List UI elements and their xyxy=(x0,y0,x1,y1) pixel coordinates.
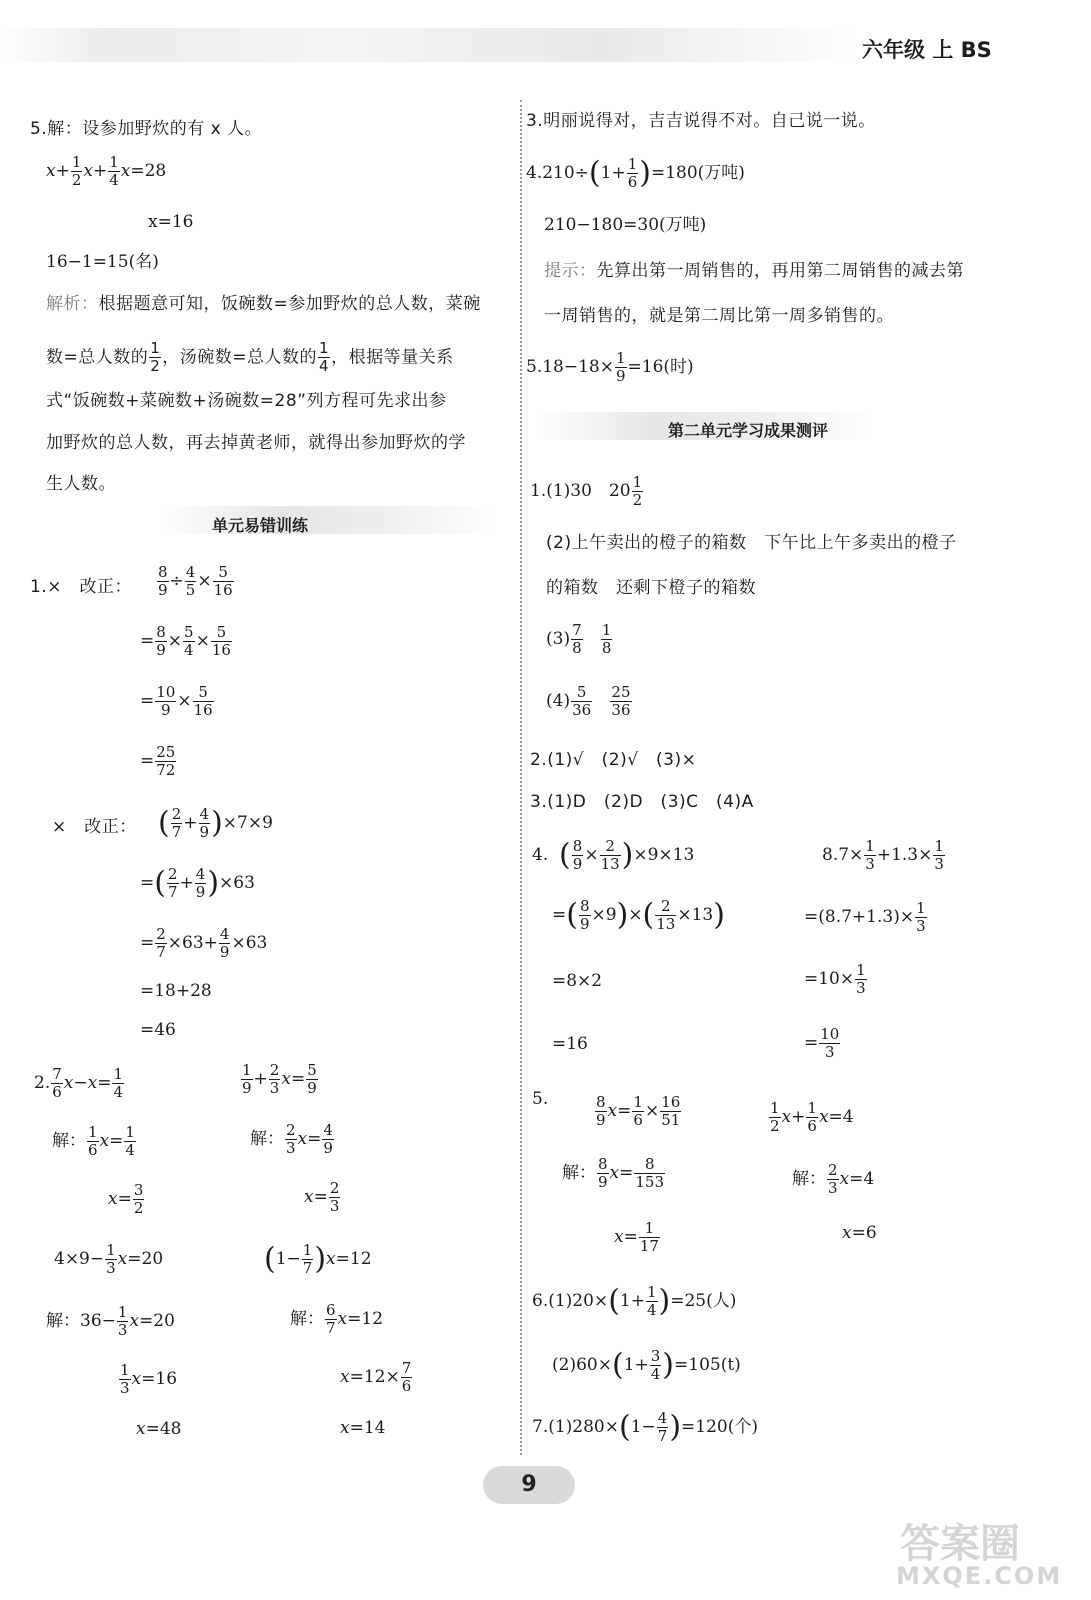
q2-c-ans: x=48 xyxy=(136,1419,182,1439)
q2-d-step: 解： $\frac{6}{7}$ x=12 xyxy=(290,1301,384,1337)
s5-b-ans: x=6 xyxy=(842,1223,877,1243)
r4-equation: 4.210÷(1+ $\frac{1}{6}$ )=180(万吨) xyxy=(526,155,745,191)
hint-label: 提示： xyxy=(544,261,597,281)
hint-line-1: 提示：先算出第一周销售的，再用第二周销售的减去第 xyxy=(544,261,964,281)
r5-equation: 5.18−18× $\frac{1}{9}$ =16(时) xyxy=(526,349,694,385)
s5-label: 5. xyxy=(532,1089,549,1109)
q2-b-eq: $\frac{1}{9}$ + $\frac{2}{3}$ x= $\frac{5}{9}$ xyxy=(242,1061,317,1097)
analysis-line-4: 加野炊的总人数，再去掉黄老师，就得出参加野炊的学 xyxy=(46,433,466,453)
q1b-step-3: = $\frac{2}{7}$ ×63+ $\frac{4}{9}$ ×63 xyxy=(140,925,268,961)
r3-answer: 3.明丽说得对，吉吉说得不对。自己说一说。 xyxy=(526,111,876,131)
s4-a-ans: =16 xyxy=(552,1034,588,1054)
q1-step-4: = $\frac{25}{72}$ xyxy=(140,743,176,779)
s6-1: 6.(1)20×(1+ $\frac{1}{4}$ )=25(人) xyxy=(532,1283,737,1319)
q1-step-1: $\frac{8}{9}$ ÷ $\frac{4}{5}$ × $\frac{5}{16}$ xyxy=(158,563,233,599)
analysis-line-1: 解析：根据题意可知，饭碗数=参加野炊的总人数，菜碗 xyxy=(46,294,481,314)
s1-4: (4) $\frac{5}{36}$ $\frac{25}{36}$ xyxy=(546,683,631,719)
s4-a-step-1: =( $\frac{8}{9}$ ×9)×( $\frac{2}{13}$ ×13) xyxy=(552,897,725,933)
analysis-label: 解析： xyxy=(46,294,99,314)
q2-d-eq: (1− $\frac{1}{7}$ )x=12 xyxy=(264,1241,372,1277)
hint-line-2: 一周销售的，就是第二周比第一周多销售的。 xyxy=(544,306,894,326)
q1b-step-2: =( $\frac{2}{7}$ + $\frac{4}{9}$ )×63 xyxy=(140,865,255,901)
s6-2: (2)60×(1+ $\frac{3}{4}$ )=105(t) xyxy=(552,1347,741,1383)
q1-step-3: = $\frac{10}{9}$ × $\frac{5}{16}$ xyxy=(140,683,213,719)
q2-d-step-2: x=12× $\frac{7}{6}$ xyxy=(340,1359,412,1395)
q5-x-value: x=16 xyxy=(148,212,194,232)
s1-3: (3) $\frac{7}{8}$ $\frac{1}{8}$ xyxy=(546,621,612,657)
s3-answers: 3.(1)D (2)D (3)C (4)A xyxy=(530,792,754,812)
q2-a-ans: x= $\frac{3}{2}$ xyxy=(108,1181,144,1217)
s5-b-eq: $\frac{1}{2}$ x+ $\frac{1}{6}$ x=4 xyxy=(770,1099,854,1135)
s4-b-step-2: =10× $\frac{1}{3}$ xyxy=(804,961,866,997)
s5-a-step: 解： $\frac{8}{9}$ x= $\frac{8}{153}$ xyxy=(562,1155,665,1191)
q1-step-2: = $\frac{8}{9}$ × $\frac{5}{4}$ × $\frac{5}{16}$ xyxy=(140,623,231,659)
q1b-mark: × 改正： xyxy=(52,817,137,837)
q2-d-ans: x=14 xyxy=(340,1418,386,1438)
q2-c-eq: 4×9− $\frac{1}{3}$ x=20 xyxy=(54,1241,164,1277)
s5-b-step: 解： $\frac{2}{3}$ x=4 xyxy=(792,1161,875,1197)
watermark-url: MXQE.COM xyxy=(896,1562,1063,1590)
q5-intro: 5.解：设参加野炊的有 x 人。 xyxy=(30,119,263,139)
header-title: 六年级 上 BS xyxy=(862,38,992,62)
r4-subtraction: 210−180=30(万吨) xyxy=(544,215,707,235)
q1b-step-4: =18+28 xyxy=(140,981,212,1001)
q2-a-eq: 2. $\frac{7}{6}$ x−x= $\frac{1}{4}$ xyxy=(34,1065,124,1101)
q1b-step-1: ( $\frac{2}{7}$ + $\frac{4}{9}$ )×7×9 xyxy=(158,805,273,841)
column-divider xyxy=(520,100,522,1455)
s4-b-step-1: =(8.7+1.3)× $\frac{1}{3}$ xyxy=(804,899,926,935)
q1b-step-5: =46 xyxy=(140,1020,176,1040)
header-band xyxy=(0,28,860,62)
q1-mark: 1.× 改正： xyxy=(30,577,132,597)
analysis-line-2: 数=总人数的 $\frac{1}{2}$ ，汤碗数=总人数的 $\frac{1}{4}$ ，根据等量关系 xyxy=(46,339,454,375)
s2-answers: 2.(1)√ (2)√ (3)× xyxy=(530,750,697,770)
left-section-band xyxy=(160,506,500,534)
s4-b-ans: = $\frac{10}{3}$ xyxy=(804,1025,840,1061)
analysis-line-3: 式“饭碗数+菜碗数+汤碗数=28”列方程可先求出参 xyxy=(46,391,447,411)
s4-a-step-2: =8×2 xyxy=(552,971,603,991)
s1-2-line-2: 的箱数 还剩下橙子的箱数 xyxy=(546,578,756,598)
watermark-logo: 答案圈 xyxy=(900,1521,1020,1567)
s4-b-eq: 8.7× $\frac{1}{3}$ +1.3× $\frac{1}{3}$ xyxy=(822,837,944,873)
q5-equation: x+ $\frac{1}{2}$ x+ $\frac{1}{4}$ x=28 xyxy=(46,153,167,189)
s7-1: 7.(1)280×(1− $\frac{4}{7}$ )=120(个) xyxy=(532,1409,759,1445)
q2-c-step-2: $\frac{1}{3}$ x=16 xyxy=(120,1361,178,1397)
q2-b-ans: x= $\frac{2}{3}$ xyxy=(304,1179,340,1215)
q2-a-step: 解： $\frac{1}{6}$ x= $\frac{1}{4}$ xyxy=(52,1123,135,1159)
right-section-title: 第二单元学习成果测评 xyxy=(668,421,829,440)
q2-c-step: 解：36− $\frac{1}{3}$ x=20 xyxy=(46,1303,175,1339)
s1-1: 1.(1)30 20 $\frac{1}{2}$ xyxy=(530,473,643,509)
s5-a-ans: x= $\frac{1}{17}$ xyxy=(614,1219,659,1255)
left-section-title: 单元易错训练 xyxy=(212,516,309,535)
s4-a-eq: 4. ( $\frac{8}{9}$ × $\frac{2}{13}$ )×9×13 xyxy=(532,837,695,873)
s5-a-eq: $\frac{8}{9}$ x= $\frac{1}{6}$ × $\frac{16}{51}$ xyxy=(596,1093,681,1129)
q2-b-step: 解： $\frac{2}{3}$ x= $\frac{4}{9}$ xyxy=(250,1121,333,1157)
q5-result: 16−1=15(名) xyxy=(46,252,159,272)
page-number: 9 xyxy=(483,1466,575,1504)
s1-2-line-1: (2)上午卖出的橙子的箱数 下午比上午多卖出的橙子 xyxy=(546,533,957,553)
analysis-line-5: 生人数。 xyxy=(46,474,116,494)
